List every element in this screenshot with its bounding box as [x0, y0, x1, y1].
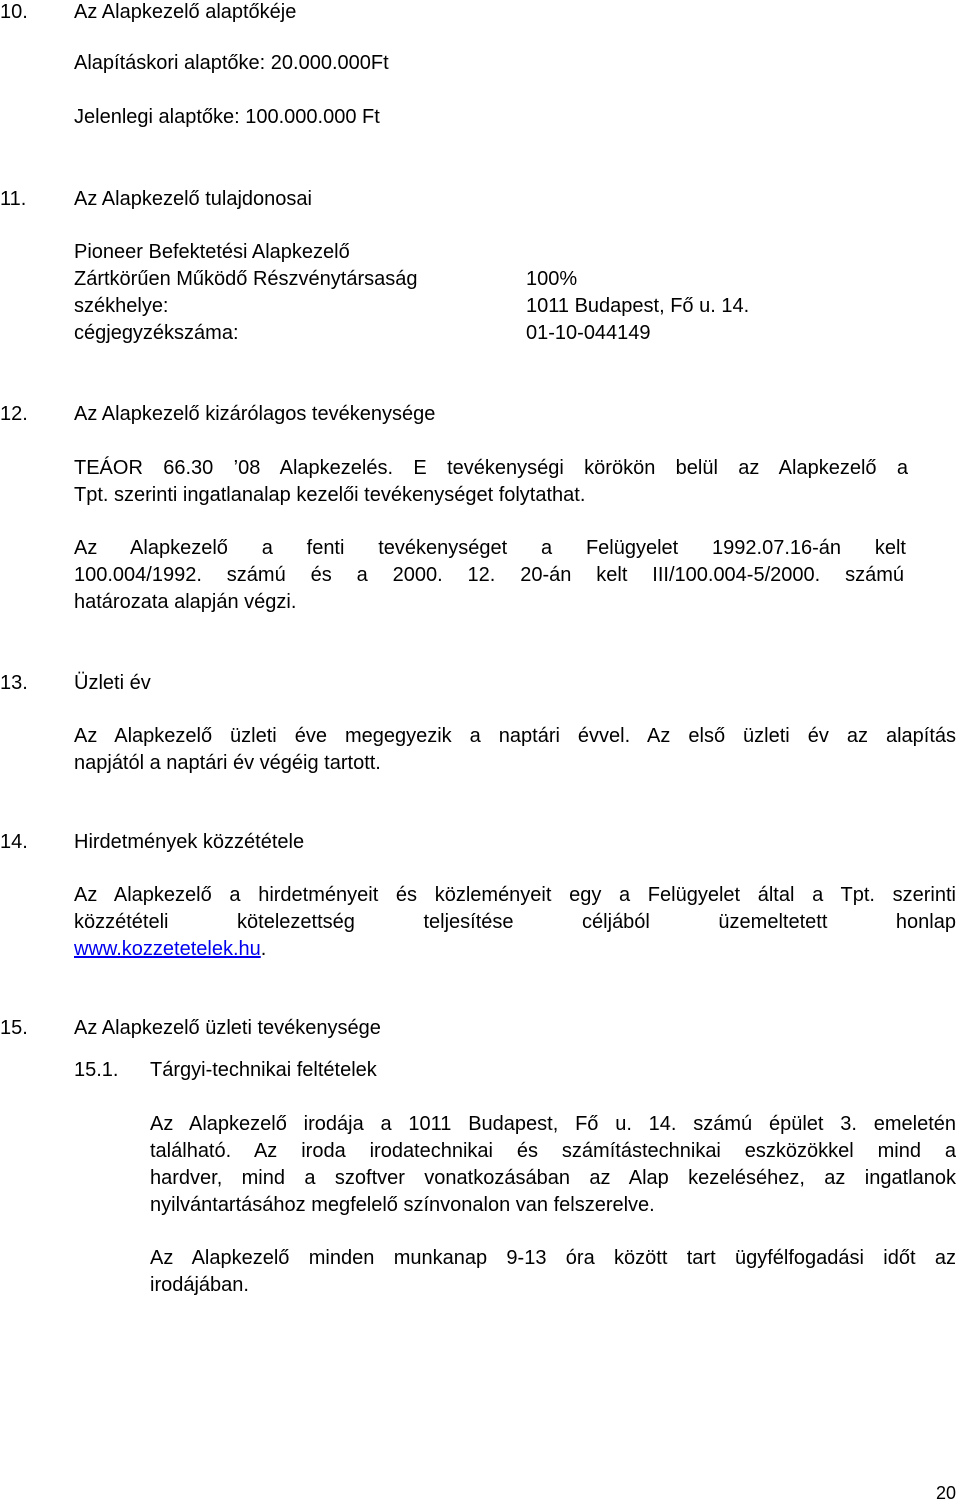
activity-paragraph-line1: TEÁOR 66.30 ’08 Alapkezelés. E tevékenységi körökön belül az Alapkezelő a [74, 457, 908, 479]
office-paragraph-line1: Az Alapkezelő irodája a 1011 Budapest, Fő u. 14. számú épület 3. emeletén [150, 1113, 956, 1135]
announcements-line1: Az Alapkezelő a hirdetményeit és közleményeit egy a Felügyelet által a Tpt. szerinti [74, 884, 956, 906]
section-15-number: 15. [0, 1017, 28, 1039]
subsection-15-1-title: Tárgyi-technikai feltételek [150, 1059, 377, 1081]
office-paragraph-line2: található. Az iroda irodatechnikai és számítástechnikai eszközökkel mind a [150, 1140, 956, 1162]
section-12-number: 12. [0, 403, 28, 425]
section-13-number: 13. [0, 672, 28, 694]
link-trailing-period: . [260, 938, 267, 960]
seat-label: székhelye: [74, 295, 169, 317]
business-year-line2: napjától a naptári év végéig tartott. [74, 752, 381, 774]
founding-capital: Alapításkori alaptőke: 20.000.000Ft [74, 52, 389, 74]
subsection-15-1-number: 15.1. [74, 1059, 119, 1081]
office-paragraph-line4: nyilvántartásához megfelelő színvonalon van felszerelve. [150, 1194, 655, 1216]
section-14-title: Hirdetmények közzététele [74, 831, 305, 853]
activity-paragraph-line2: Tpt. szerinti ingatlanalap kezelői tevékenységet folytathat. [74, 484, 586, 506]
section-11-title: Az Alapkezelő tulajdonosai [74, 188, 312, 210]
kozzetetelek-link[interactable]: www.kozzetetelek.hu [74, 938, 261, 960]
client-hours-line2: irodájában. [150, 1274, 249, 1296]
office-paragraph-line3: hardver, mind a szoftver vonatkozásában az Alap kezeléséhez, az ingatlanok [150, 1167, 956, 1189]
section-12-title: Az Alapkezelő kizárólagos tevékenysége [74, 403, 436, 425]
section-13-title: Üzleti év [74, 672, 151, 694]
section-14-number: 14. [0, 831, 28, 853]
announcements-line3 [74, 937, 266, 961]
owner-name-line1: Pioneer Befektetési Alapkezelő [74, 241, 350, 263]
owner-name-line2: Zártkörűen Működő Részvénytársaság [74, 268, 418, 290]
announcements-line2: közzétételi kötelezettség teljesítése céljából üzemeltetett honlap [74, 911, 956, 933]
section-11-number: 11. [0, 188, 27, 210]
seat-value: 1011 Budapest, Fő u. 14. [526, 295, 750, 317]
current-capital: Jelenlegi alaptőke: 100.000.000 Ft [74, 106, 380, 128]
section-10-number: 10. [0, 1, 28, 23]
registration-value: 01-10-044149 [526, 322, 651, 344]
license-paragraph-line2: 100.004/1992. számú és a 2000. 12. 20-án kelt III/100.004-5/2000. számú [74, 564, 904, 586]
section-15-title: Az Alapkezelő üzleti tevékenysége [74, 1017, 381, 1039]
business-year-line1: Az Alapkezelő üzleti éve megegyezik a naptári évvel. Az első üzleti év az alapítás [74, 725, 956, 747]
section-10-title: Az Alapkezelő alaptőkéje [74, 1, 297, 23]
owner-share: 100% [526, 268, 578, 290]
registration-label: cégjegyzékszáma: [74, 322, 239, 344]
page-number: 20 [935, 1483, 956, 1503]
client-hours-line1: Az Alapkezelő minden munkanap 9-13 óra között tart ügyfélfogadási időt az [150, 1247, 956, 1269]
license-paragraph-line3: határozata alapján végzi. [74, 591, 297, 613]
license-paragraph-line1: Az Alapkezelő a fenti tevékenységet a Felügyelet 1992.07.16-án kelt [74, 537, 906, 559]
